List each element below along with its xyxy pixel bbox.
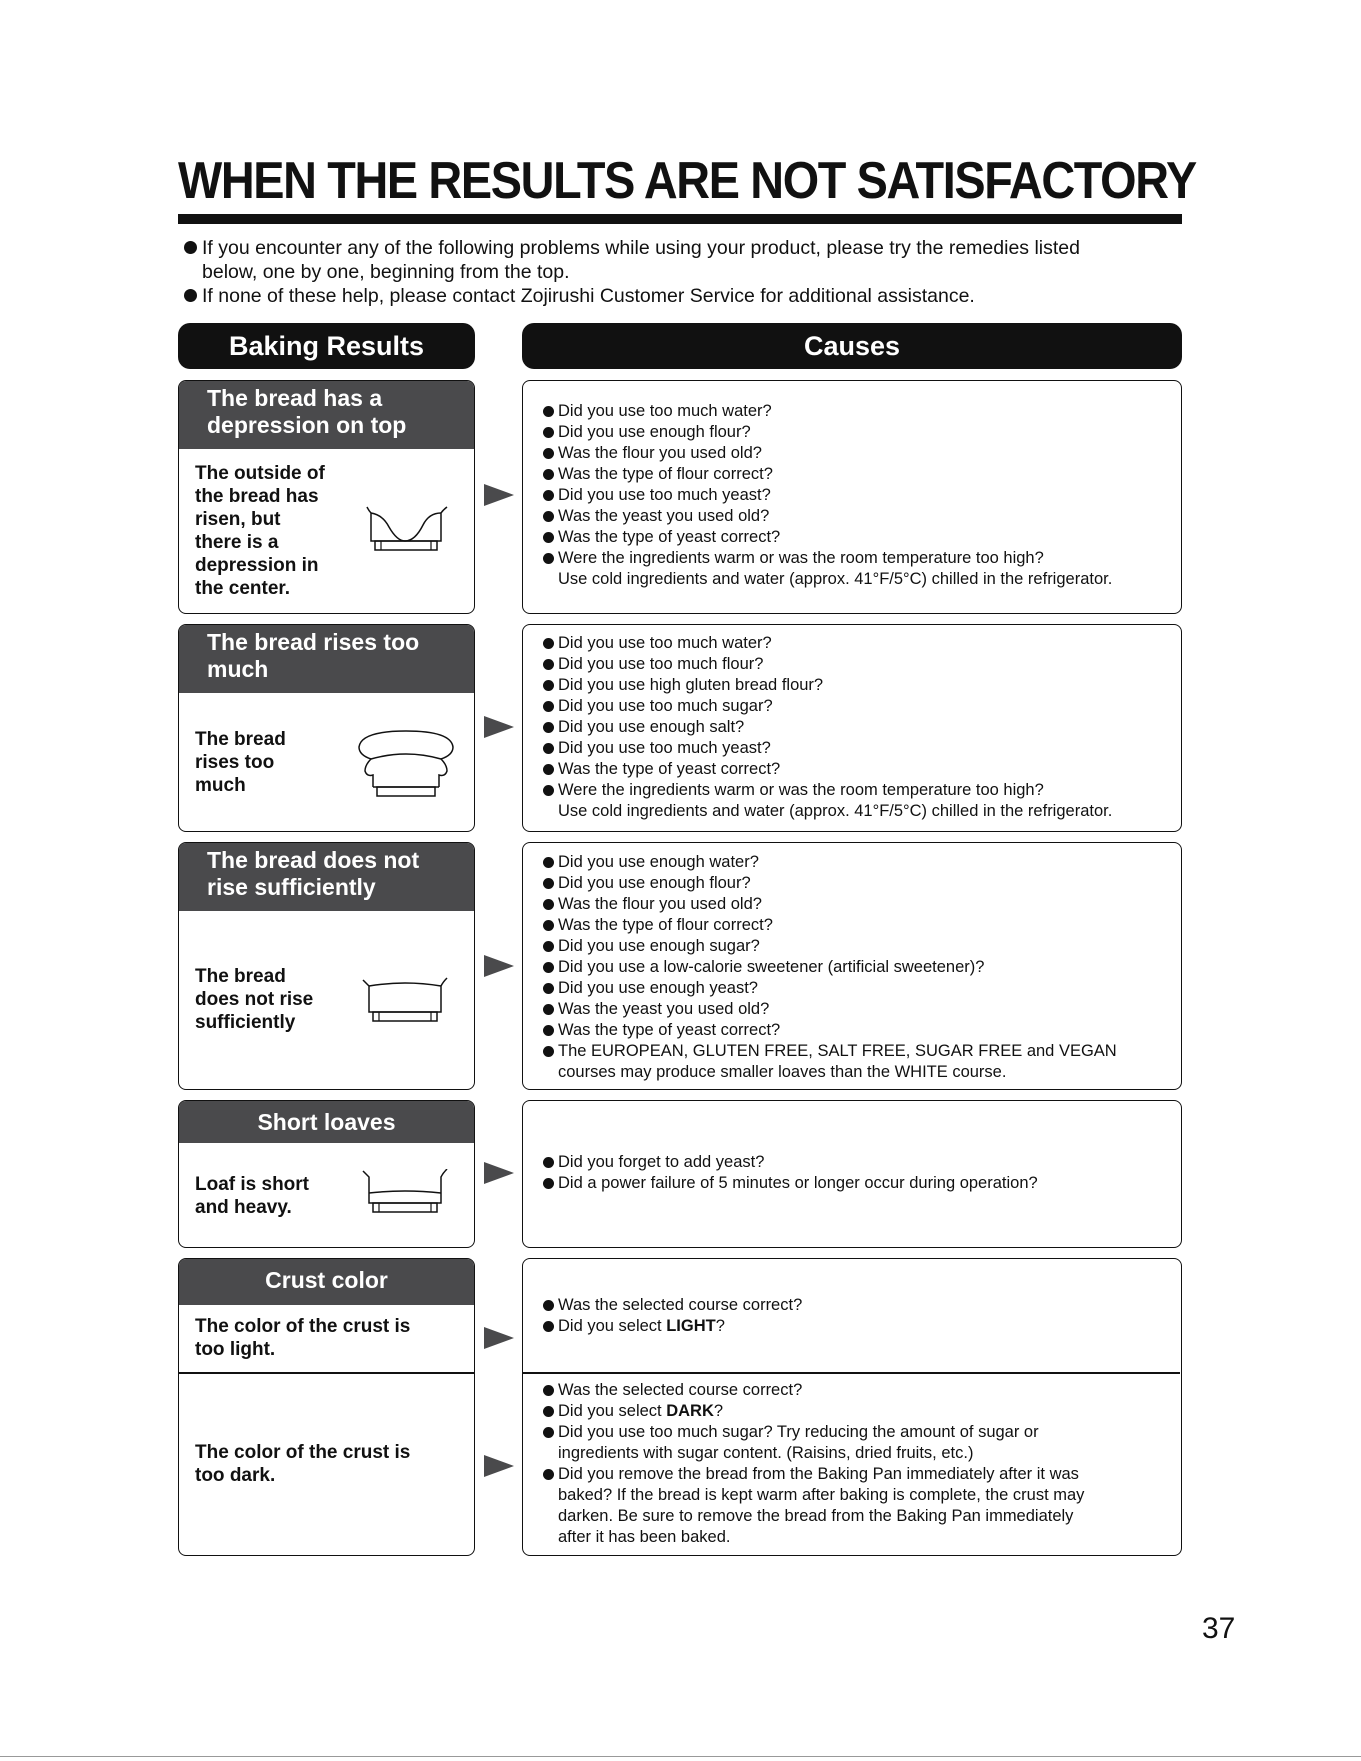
- cause-item: Did you forget to add yeast?: [543, 1152, 1038, 1173]
- bullet-icon: [184, 289, 197, 302]
- cause-item: Did you use enough salt?: [543, 717, 1112, 738]
- problem-description: The bread does not rise sufficiently: [195, 966, 314, 1033]
- cause-item: Was the type of yeast correct?: [543, 1020, 1117, 1041]
- bullet-icon: [543, 532, 554, 543]
- cause-item: Did you remove the bread from the Baking Pan immediately after it was baked? If the bread is kept warm after baking is complete, the crust may darken. Be sure to remove the bread from the Baking Pan immediately after it has been baked.: [543, 1464, 1084, 1548]
- bullet-icon: [543, 638, 554, 649]
- arrow-icon: [484, 1327, 514, 1349]
- causes-list: [543, 1152, 1038, 1194]
- bullet-icon: [543, 1300, 554, 1311]
- causes-list-dark: [543, 1380, 1084, 1548]
- bullet-icon: [543, 1385, 554, 1396]
- cause-item: Did you use enough flour?: [543, 873, 1117, 894]
- cause-item: Did you select LIGHT?: [543, 1316, 802, 1337]
- title-rule: [178, 214, 1182, 224]
- page-number: 37: [1202, 1612, 1236, 1645]
- bullet-icon: [543, 962, 554, 973]
- problem-description: Loaf is short and heavy.: [195, 1174, 310, 1218]
- bullet-icon: [543, 1178, 554, 1189]
- cause-item: Was the type of flour correct?: [543, 464, 1112, 485]
- overrisen-loaf-icon: [351, 725, 461, 805]
- bullet-icon: [543, 659, 554, 670]
- arrow-icon: [484, 484, 514, 506]
- crust-light-description: The color of the crust is too light.: [195, 1316, 411, 1360]
- problem-description: The outside of the bread has risen, but there is a depression in the center.: [195, 463, 325, 599]
- bullet-icon: [543, 941, 554, 952]
- bullet-icon: [543, 743, 554, 754]
- cause-note: courses may produce smaller loaves than the WHITE course.: [558, 1063, 1007, 1081]
- intro: [184, 236, 1184, 308]
- bullet-icon: [543, 680, 554, 691]
- causes-depression-card: [522, 380, 1182, 614]
- bullet-icon: [543, 553, 554, 564]
- short-loaf-icon: [361, 1169, 451, 1225]
- causes-rises-too-much-card: [522, 624, 1182, 832]
- cause-item: Did you use too much sugar? Try reducing the amount of sugar or ingredients with sugar content. (Raisins, dried fruits, etc.): [543, 1422, 1084, 1464]
- bullet-icon: [543, 1004, 554, 1015]
- cause-item: Did you use too much yeast?: [543, 738, 1112, 759]
- problem-heading: Crust color: [179, 1259, 474, 1305]
- cause-item: Did you use enough yeast?: [543, 978, 1117, 999]
- arrow-icon: [484, 1162, 514, 1184]
- causes-does-not-rise-card: [522, 842, 1182, 1090]
- cause-item: Did you use too much flour?: [543, 654, 1112, 675]
- bullet-icon: [543, 899, 554, 910]
- cause-item: Was the selected course correct?: [543, 1295, 802, 1316]
- bullet-icon: [543, 1469, 554, 1480]
- cause-item: Did you use high gluten bread flour?: [543, 675, 1112, 696]
- causes-list: [543, 401, 1112, 590]
- cause-item: Was the yeast you used old?: [543, 506, 1112, 527]
- problem-heading: The bread has a depression on top: [179, 381, 474, 449]
- bullet-icon: [543, 1406, 554, 1417]
- cause-item: Was the flour you used old?: [543, 894, 1117, 915]
- cause-item: Did you use too much water?: [543, 401, 1112, 422]
- cause-note: Use cold ingredients and water (approx. 41°F/5°C) chilled in the refrigerator.: [558, 570, 1113, 588]
- causes-list-light: [543, 1295, 802, 1337]
- bullet-icon: [543, 406, 554, 417]
- arrow-icon: [484, 1455, 514, 1477]
- crust-dark-description: The color of the crust is too dark.: [195, 1442, 411, 1486]
- cause-item: Did you use too much water?: [543, 633, 1112, 654]
- baking-results-header: Baking Results: [178, 323, 475, 369]
- intro-item-continuation: below, one by one, beginning from the top.: [202, 261, 570, 283]
- causes-crust-color-card: [522, 1258, 1182, 1556]
- intro-item: If none of these help, please contact Zojirushi Customer Service for additional assistance.: [184, 284, 1184, 308]
- bullet-icon: [543, 701, 554, 712]
- cause-note: Use cold ingredients and water (approx. 41°F/5°C) chilled in the refrigerator.: [558, 802, 1113, 820]
- bullet-icon: [543, 448, 554, 459]
- bullet-icon: [543, 427, 554, 438]
- problem-crust-color-card: [178, 1258, 475, 1556]
- problem-heading: The bread does not rise sufficiently: [179, 843, 474, 911]
- bullet-icon: [543, 785, 554, 796]
- cause-item: Did you use enough flour?: [543, 422, 1112, 443]
- cause-item: Was the type of yeast correct?: [543, 527, 1112, 548]
- bullet-icon: [543, 469, 554, 480]
- cause-item: Was the selected course correct?: [543, 1380, 1084, 1401]
- bullet-icon: [543, 1025, 554, 1036]
- divider: [179, 1372, 475, 1374]
- bullet-icon: [543, 511, 554, 522]
- bullet-icon: [543, 490, 554, 501]
- divider: [523, 1372, 1180, 1374]
- problem-heading: The bread rises too much: [179, 625, 474, 693]
- cause-item: Was the type of yeast correct?: [543, 759, 1112, 780]
- bullet-icon: [543, 1157, 554, 1168]
- bullet-icon: [184, 241, 197, 254]
- problem-heading: Short loaves: [179, 1101, 474, 1143]
- cause-item: Did you select DARK?: [543, 1401, 1084, 1422]
- cause-item: Were the ingredients warm or was the room temperature too high?: [543, 780, 1112, 801]
- cause-item: Did a power failure of 5 minutes or longer occur during operation?: [543, 1173, 1038, 1194]
- problem-does-not-rise-card: [178, 842, 475, 1090]
- cause-item: Did you use a low-calorie sweetener (artificial sweetener)?: [543, 957, 1117, 978]
- problem-short-loaves-card: [178, 1100, 475, 1248]
- cause-item: Did you use too much yeast?: [543, 485, 1112, 506]
- arrow-icon: [484, 716, 514, 738]
- bullet-icon: [543, 722, 554, 733]
- bullet-icon: [543, 857, 554, 868]
- bullet-icon: [543, 1321, 554, 1332]
- causes-list: [543, 633, 1112, 822]
- bullet-icon: [543, 983, 554, 994]
- bullet-icon: [543, 764, 554, 775]
- cause-item: Did you use enough sugar?: [543, 936, 1117, 957]
- bullet-icon: [543, 920, 554, 931]
- intro-item: If you encounter any of the following problems while using your product, please try the remedies listed: [184, 236, 1184, 260]
- problem-depression-card: [178, 380, 475, 614]
- cause-item: Was the yeast you used old?: [543, 999, 1117, 1020]
- causes-list: [543, 852, 1117, 1083]
- cause-item: Was the type of flour correct?: [543, 915, 1117, 936]
- page-edge-line: [0, 1756, 1361, 1757]
- bullet-icon: [543, 1046, 554, 1057]
- problem-rises-too-much-card: [178, 624, 475, 832]
- causes-header: Causes: [522, 323, 1182, 369]
- cause-item: Did you use enough water?: [543, 852, 1117, 873]
- cause-item: Did you use too much sugar?: [543, 696, 1112, 717]
- underrisen-loaf-icon: [361, 976, 451, 1032]
- bullet-icon: [543, 878, 554, 889]
- arrow-icon: [484, 955, 514, 977]
- cause-item: The EUROPEAN, GLUTEN FREE, SALT FREE, SUGAR FREE and VEGAN: [543, 1041, 1117, 1062]
- page-title: WHEN THE RESULTS ARE NOT SATISFACTORY: [178, 152, 1196, 210]
- cause-item: Was the flour you used old?: [543, 443, 1112, 464]
- bullet-icon: [543, 1427, 554, 1438]
- depressed-loaf-icon: [363, 505, 449, 567]
- problem-description: The bread rises too much: [195, 729, 286, 796]
- causes-short-loaves-card: [522, 1100, 1182, 1248]
- cause-item: Were the ingredients warm or was the room temperature too high?: [543, 548, 1112, 569]
